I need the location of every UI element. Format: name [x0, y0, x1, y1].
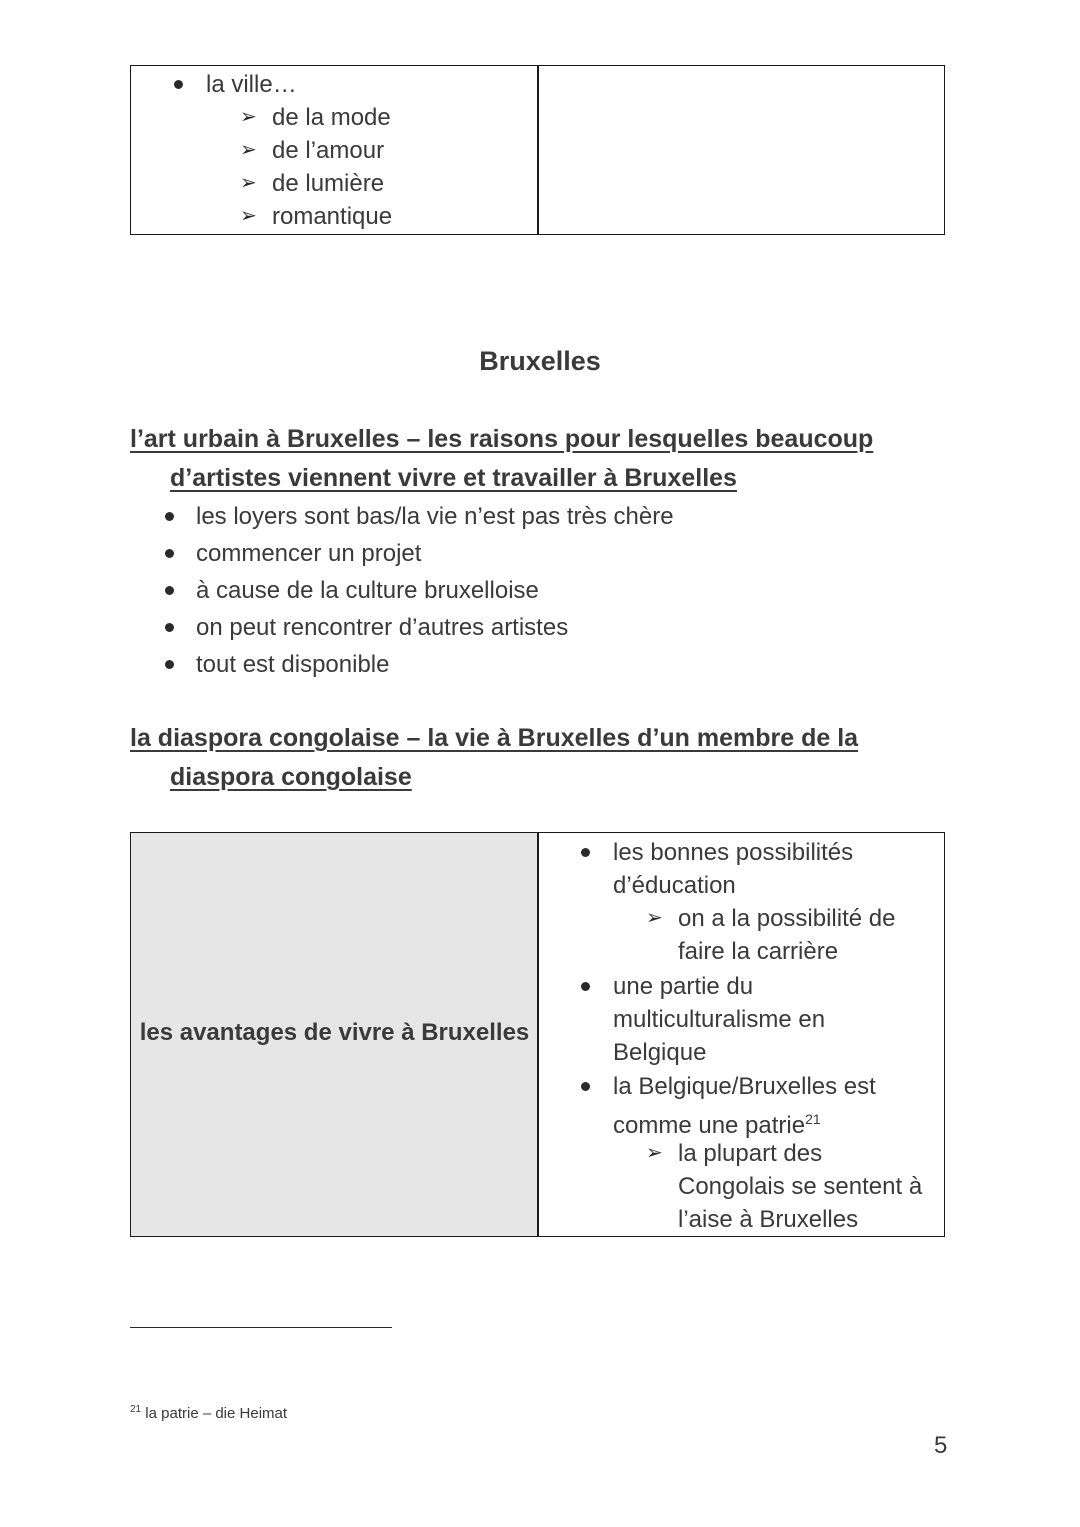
section-title: Bruxelles [479, 346, 601, 376]
heading-art-urbain-line1: l’art urbain à Bruxelles – les raisons pour lesquelles beaucoup [130, 425, 874, 453]
advantage-2-line1: une partie du [613, 973, 754, 1000]
bullet-icon [581, 848, 590, 857]
top-table-sub-item: de l’amour [272, 137, 385, 164]
heading-art-urbain-line2: d’artistes viennent vivre et travailler à Bruxelles [170, 464, 737, 492]
arrow-bullet-icon: ➢ [646, 907, 663, 929]
bullet-icon [174, 80, 183, 89]
advantage-2-line2: multiculturalisme en [613, 1006, 826, 1033]
bullet-icon [165, 623, 174, 632]
reason-item: on peut rencontrer d’autres artistes [196, 614, 569, 641]
footnote [130, 1404, 287, 1422]
top-table-sub-item: de lumière [272, 170, 385, 197]
arrow-bullet-icon: ➢ [240, 172, 257, 194]
bullet-icon [165, 660, 174, 669]
top-table-right-cell [537, 65, 945, 235]
advantage-3-sub-line2: Congolais se sentent à [678, 1173, 923, 1200]
footnote-text: la patrie – die Heimat [145, 1405, 288, 1422]
top-table-bullet-text: la ville… [206, 71, 297, 98]
advantage-1-line2: d’éducation [613, 872, 736, 899]
footnote-number: 21 [130, 1404, 142, 1415]
reason-item: à cause de la culture bruxelloise [196, 577, 539, 604]
arrow-bullet-icon: ➢ [240, 106, 257, 128]
advantage-3-sub-line1: la plupart des [678, 1140, 823, 1167]
bullet-icon [581, 982, 590, 991]
arrow-bullet-icon: ➢ [646, 1142, 663, 1164]
top-table-sub-item: de la mode [272, 104, 391, 131]
bullet-icon [581, 1082, 590, 1091]
advantage-2-line3: Belgique [613, 1039, 707, 1066]
heading-diaspora-line1: la diaspora congolaise – la vie à Bruxelles d’un membre de la [130, 724, 859, 752]
arrow-bullet-icon: ➢ [240, 139, 257, 161]
heading-diaspora-line2: diaspora congolaise [170, 763, 412, 791]
bullet-icon [165, 512, 174, 521]
bullet-icon [165, 586, 174, 595]
advantage-1-sub-line1: on a la possibilité de [678, 905, 896, 932]
arrow-bullet-icon: ➢ [240, 205, 257, 227]
advantage-3-line2-text: comme une patrie [613, 1112, 806, 1139]
footnote-ref: 21 [805, 1111, 821, 1127]
page-number: 5 [934, 1432, 948, 1459]
advantage-1-sub-line2: faire la carrière [678, 938, 839, 965]
advantages-label: les avantages de vivre à Bruxelles [139, 1019, 530, 1046]
bullet-icon [165, 549, 174, 558]
reason-item: tout est disponible [196, 651, 390, 678]
reason-item: commencer un projet [196, 540, 422, 567]
advantage-1-line1: les bonnes possibilités [613, 839, 854, 866]
reason-item: les loyers sont bas/la vie n’est pas très chère [196, 503, 674, 530]
advantage-3-line1: la Belgique/Bruxelles est [613, 1073, 876, 1100]
footnote-separator [130, 1327, 392, 1328]
top-table-sub-item: romantique [272, 203, 393, 230]
advantage-3-sub-line3: l’aise à Bruxelles [678, 1206, 859, 1233]
